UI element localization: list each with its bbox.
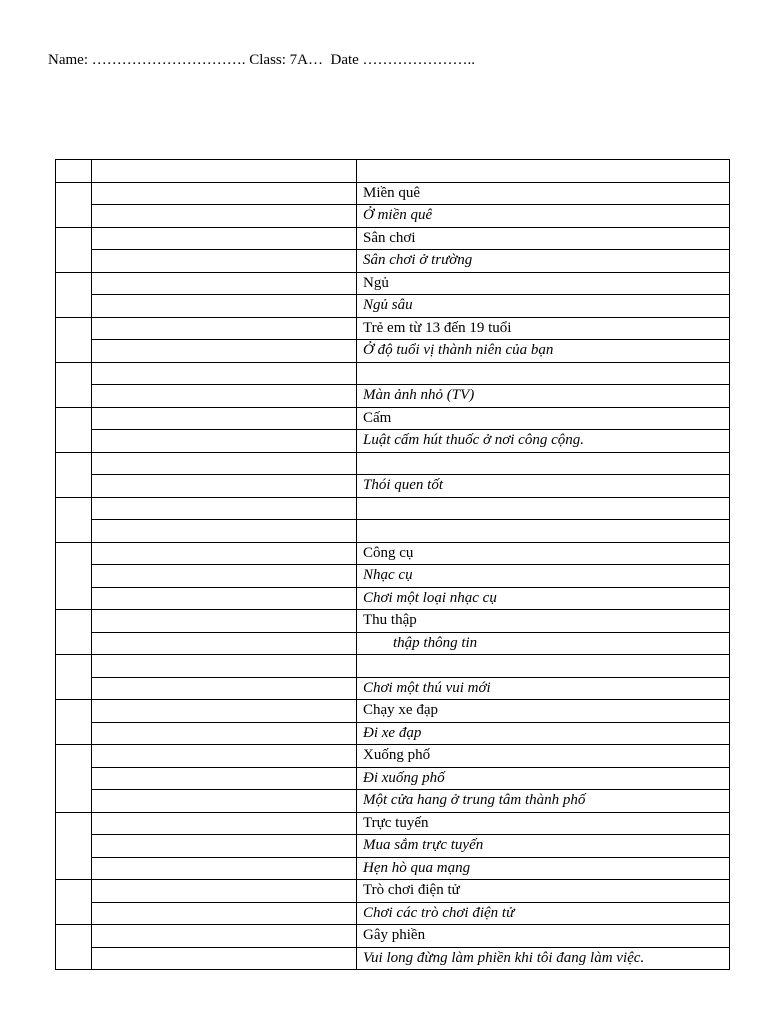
table-row [56,767,730,790]
word-cell [92,700,357,723]
word-cell [92,542,357,565]
meaning-cell [357,497,730,520]
meaning-cell: Hẹn hò qua mạng [357,857,730,880]
word-cell [92,497,357,520]
number-cell [56,812,92,880]
meaning-cell [357,655,730,678]
meaning-cell: Vui long đừng làm phiền khi tôi đang làm việc. [357,947,730,970]
word-cell [92,722,357,745]
table-row [56,655,730,678]
meaning-cell: Màn ảnh nhỏ (TV) [357,385,730,408]
meaning-cell: Sân chơi [357,227,730,250]
word-cell [92,250,357,273]
number-cell [56,362,92,407]
word-cell [92,857,357,880]
table-row [56,385,730,408]
table-row [56,317,730,340]
table-row [56,362,730,385]
word-cell [92,340,357,363]
meaning-cell: Ở độ tuổi vị thành niên của bạn [357,340,730,363]
meaning-cell: Chơi một loại nhạc cụ [357,587,730,610]
table-row [56,160,730,183]
word-cell [92,677,357,700]
number-cell [56,610,92,655]
word-cell [92,812,357,835]
word-cell [92,835,357,858]
table-row [56,587,730,610]
meaning-cell: Mua sắm trực tuyến [357,835,730,858]
table-row [56,227,730,250]
word-cell [92,475,357,498]
meaning-cell: Đi xuống phố [357,767,730,790]
table-row [56,700,730,723]
word-cell [92,565,357,588]
number-cell [56,880,92,925]
table-row [56,880,730,903]
meaning-cell: Trẻ em từ 13 đến 19 tuổi [357,317,730,340]
table-row [56,812,730,835]
meaning-cell [357,160,730,183]
table-row [56,182,730,205]
meaning-cell: Một cửa hang ở trung tâm thành phố [357,790,730,813]
meaning-cell: Chạy xe đạp [357,700,730,723]
meaning-cell: Ngủ sâu [357,295,730,318]
meaning-cell: thập thông tin [357,632,730,655]
table-row [56,475,730,498]
meaning-cell: Ngủ [357,272,730,295]
meaning-cell: Thói quen tốt [357,475,730,498]
table-row [56,452,730,475]
word-cell [92,520,357,543]
word-cell [92,385,357,408]
number-cell [56,745,92,813]
meaning-cell [357,452,730,475]
table-row [56,497,730,520]
worksheet-header: Name: …………………………. Class: 7A… Date ………………….. [48,52,476,68]
meaning-cell: Cấm [357,407,730,430]
word-cell [92,902,357,925]
table-row [56,857,730,880]
word-cell [92,655,357,678]
number-cell [56,272,92,317]
number-cell [56,317,92,362]
word-cell [92,227,357,250]
number-cell [56,925,92,970]
meaning-cell: Chơi các trò chơi điện tử [357,902,730,925]
table-row [56,610,730,633]
word-cell [92,272,357,295]
table-row [56,947,730,970]
word-cell [92,205,357,228]
word-cell [92,362,357,385]
word-cell [92,767,357,790]
table-row [56,250,730,273]
meaning-cell: Nhạc cụ [357,565,730,588]
word-cell [92,880,357,903]
table-row [56,520,730,543]
meaning-cell: Chơi một thú vui mới [357,677,730,700]
table-row [56,430,730,453]
number-cell [56,542,92,610]
word-cell [92,430,357,453]
word-cell [92,790,357,813]
word-cell [92,632,357,655]
meaning-cell: Gây phiền [357,925,730,948]
table-row [56,295,730,318]
meaning-cell: Trò chơi điện tử [357,880,730,903]
meaning-cell: Miền quê [357,182,730,205]
meaning-cell: Công cụ [357,542,730,565]
number-cell [56,700,92,745]
table-row [56,790,730,813]
table-row [56,565,730,588]
table-row [56,205,730,228]
number-cell [56,182,92,227]
vocabulary-table-body [56,160,730,970]
word-cell [92,610,357,633]
word-cell [92,587,357,610]
number-cell [56,452,92,497]
word-cell [92,317,357,340]
word-cell [92,295,357,318]
meaning-cell: Ở miền quê [357,205,730,228]
table-row [56,407,730,430]
meaning-cell: Sân chơi ở trường [357,250,730,273]
word-cell [92,452,357,475]
meaning-cell: Xuống phố [357,745,730,768]
meaning-cell: Đi xe đạp [357,722,730,745]
table-row [56,272,730,295]
table-row [56,902,730,925]
meaning-cell: Trực tuyến [357,812,730,835]
number-cell [56,655,92,700]
word-cell [92,160,357,183]
meaning-cell: Thu thập [357,610,730,633]
word-cell [92,947,357,970]
table-row [56,722,730,745]
meaning-cell: Luật cấm hút thuốc ở nơi công cộng. [357,430,730,453]
table-row [56,835,730,858]
table-row [56,542,730,565]
word-cell [92,745,357,768]
word-cell [92,182,357,205]
table-row [56,925,730,948]
table-row [56,677,730,700]
table-row [56,340,730,363]
vocabulary-table [55,159,730,970]
word-cell [92,925,357,948]
meaning-cell [357,520,730,543]
number-cell [56,227,92,272]
number-cell [56,497,92,542]
number-cell [56,407,92,452]
meaning-cell [357,362,730,385]
word-cell [92,407,357,430]
table-row [56,745,730,768]
table-row [56,632,730,655]
number-cell [56,160,92,183]
